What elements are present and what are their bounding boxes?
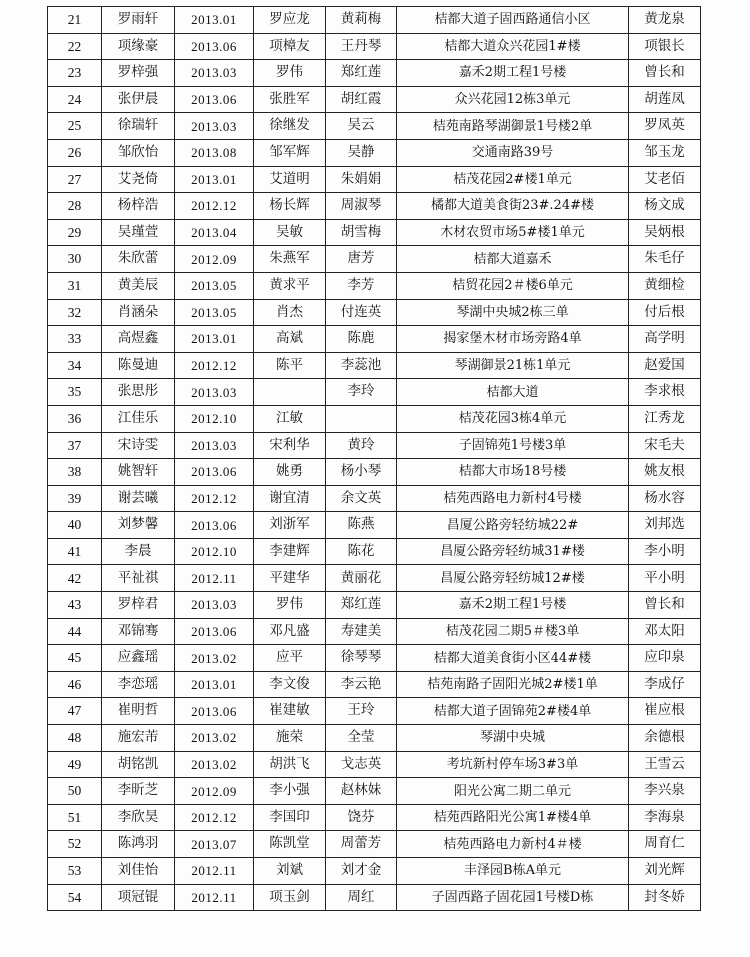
table-row xyxy=(48,299,701,326)
cell-father-name: 陈平 xyxy=(254,352,326,379)
cell-contact-name: 邓太阳 xyxy=(629,618,701,645)
cell-address: 桔都大道众兴花园1#楼 xyxy=(397,33,629,60)
cell-mother-name: 余文英 xyxy=(326,485,397,512)
cell-child-name: 宋诗雯 xyxy=(102,432,175,459)
cell-father-name: 张胜军 xyxy=(254,86,326,113)
cell-contact-name: 李海泉 xyxy=(629,804,701,831)
cell-mother-name: 胡红霞 xyxy=(326,86,397,113)
cell-number: 26 xyxy=(48,139,102,166)
cell-mother-name: 李云艳 xyxy=(326,671,397,698)
cell-number: 38 xyxy=(48,459,102,486)
cell-birth-date: 2012.12 xyxy=(175,352,254,379)
cell-number: 47 xyxy=(48,698,102,725)
cell-child-name: 张伊晨 xyxy=(102,86,175,113)
cell-address: 琴湖中央城 xyxy=(397,725,629,752)
cell-father-name: 胡洪飞 xyxy=(254,751,326,778)
cell-contact-name: 李兴泉 xyxy=(629,778,701,805)
cell-contact-name: 王雪云 xyxy=(629,751,701,778)
cell-birth-date: 2012.12 xyxy=(175,804,254,831)
cell-father-name: 艾道明 xyxy=(254,166,326,193)
cell-father-name: 崔建敏 xyxy=(254,698,326,725)
cell-mother-name: 郑红莲 xyxy=(326,592,397,619)
cell-child-name: 谢芸曦 xyxy=(102,485,175,512)
cell-number: 31 xyxy=(48,272,102,299)
cell-father-name xyxy=(254,379,326,406)
cell-father-name: 黄求平 xyxy=(254,272,326,299)
cell-birth-date: 2013.05 xyxy=(175,272,254,299)
cell-number: 35 xyxy=(48,379,102,406)
cell-contact-name: 姚友根 xyxy=(629,459,701,486)
cell-contact-name: 杨文成 xyxy=(629,193,701,220)
cell-mother-name: 王玲 xyxy=(326,698,397,725)
cell-address: 子固锦苑1号楼3单 xyxy=(397,432,629,459)
cell-birth-date: 2012.10 xyxy=(175,538,254,565)
cell-address: 交通南路39号 xyxy=(397,139,629,166)
cell-contact-name: 赵爱国 xyxy=(629,352,701,379)
cell-child-name: 项缘豪 xyxy=(102,33,175,60)
table-row xyxy=(48,592,701,619)
cell-address: 揭家堡木材市场旁路4单 xyxy=(397,326,629,353)
cell-contact-name: 江秀龙 xyxy=(629,405,701,432)
cell-father-name: 宋利华 xyxy=(254,432,326,459)
cell-father-name: 高斌 xyxy=(254,326,326,353)
cell-contact-name: 高学明 xyxy=(629,326,701,353)
cell-mother-name: 黄丽花 xyxy=(326,565,397,592)
cell-address: 丰泽园B栋A单元 xyxy=(397,858,629,885)
cell-number: 39 xyxy=(48,485,102,512)
cell-address: 桔贸花园2＃楼6单元 xyxy=(397,272,629,299)
cell-number: 51 xyxy=(48,804,102,831)
cell-number: 42 xyxy=(48,565,102,592)
table-row xyxy=(48,193,701,220)
cell-mother-name: 全莹 xyxy=(326,725,397,752)
cell-number: 21 xyxy=(48,7,102,34)
cell-mother-name: 郑红莲 xyxy=(326,60,397,87)
cell-father-name: 平建华 xyxy=(254,565,326,592)
table-row xyxy=(48,139,701,166)
cell-number: 54 xyxy=(48,884,102,911)
cell-address: 橘都大道美食街23#.24#楼 xyxy=(397,193,629,220)
table-row xyxy=(48,831,701,858)
table-row xyxy=(48,405,701,432)
cell-child-name: 陈鸿羽 xyxy=(102,831,175,858)
table-row xyxy=(48,33,701,60)
cell-father-name: 江敏 xyxy=(254,405,326,432)
cell-birth-date: 2013.06 xyxy=(175,618,254,645)
cell-mother-name: 付连英 xyxy=(326,299,397,326)
roster-body xyxy=(48,7,701,911)
table-row xyxy=(48,326,701,353)
cell-number: 29 xyxy=(48,219,102,246)
table-row xyxy=(48,538,701,565)
table-row xyxy=(48,725,701,752)
cell-address: 阳光公寓二期二单元 xyxy=(397,778,629,805)
cell-mother-name: 寿建美 xyxy=(326,618,397,645)
cell-birth-date: 2013.07 xyxy=(175,831,254,858)
cell-birth-date: 2013.08 xyxy=(175,139,254,166)
cell-address: 桔苑南路琴湖御景1号楼2单 xyxy=(397,113,629,140)
cell-birth-date: 2013.01 xyxy=(175,326,254,353)
cell-number: 37 xyxy=(48,432,102,459)
cell-birth-date: 2012.12 xyxy=(175,193,254,220)
cell-child-name: 江佳乐 xyxy=(102,405,175,432)
cell-address: 嘉禾2期工程1号楼 xyxy=(397,592,629,619)
table-row xyxy=(48,884,701,911)
table-row xyxy=(48,60,701,87)
cell-birth-date: 2013.06 xyxy=(175,512,254,539)
cell-number: 30 xyxy=(48,246,102,273)
cell-birth-date: 2013.02 xyxy=(175,751,254,778)
cell-contact-name: 付后根 xyxy=(629,299,701,326)
cell-birth-date: 2013.03 xyxy=(175,432,254,459)
cell-father-name: 施荣 xyxy=(254,725,326,752)
cell-number: 45 xyxy=(48,645,102,672)
cell-address: 桔茂花园二期5＃楼3单 xyxy=(397,618,629,645)
cell-address: 木材农贸市场5#楼1单元 xyxy=(397,219,629,246)
cell-father-name: 刘斌 xyxy=(254,858,326,885)
cell-number: 40 xyxy=(48,512,102,539)
cell-number: 33 xyxy=(48,326,102,353)
cell-address: 考坑新村停车场3#3单 xyxy=(397,751,629,778)
cell-contact-name: 曾长和 xyxy=(629,60,701,87)
cell-child-name: 肖涵朵 xyxy=(102,299,175,326)
table-row xyxy=(48,86,701,113)
cell-birth-date: 2012.11 xyxy=(175,565,254,592)
table-row xyxy=(48,379,701,406)
cell-mother-name: 陈花 xyxy=(326,538,397,565)
cell-number: 28 xyxy=(48,193,102,220)
cell-father-name: 李建辉 xyxy=(254,538,326,565)
cell-child-name: 罗梓强 xyxy=(102,60,175,87)
cell-address: 桔都大道子固西路通信小区 xyxy=(397,7,629,34)
cell-number: 46 xyxy=(48,671,102,698)
cell-mother-name: 徐琴琴 xyxy=(326,645,397,672)
cell-address: 桔都大道 xyxy=(397,379,629,406)
cell-contact-name: 杨水容 xyxy=(629,485,701,512)
cell-contact-name: 项银长 xyxy=(629,33,701,60)
cell-father-name: 项樟友 xyxy=(254,33,326,60)
table-row xyxy=(48,459,701,486)
cell-mother-name: 黄莉梅 xyxy=(326,7,397,34)
cell-birth-date: 2013.01 xyxy=(175,7,254,34)
cell-father-name: 应平 xyxy=(254,645,326,672)
table-row xyxy=(48,512,701,539)
cell-contact-name: 李小明 xyxy=(629,538,701,565)
cell-birth-date: 2012.11 xyxy=(175,884,254,911)
table-row xyxy=(48,352,701,379)
cell-child-name: 平祉祺 xyxy=(102,565,175,592)
cell-child-name: 陈曼迪 xyxy=(102,352,175,379)
cell-birth-date: 2013.06 xyxy=(175,459,254,486)
cell-address: 桔茂花园2#楼1单元 xyxy=(397,166,629,193)
cell-birth-date: 2013.06 xyxy=(175,698,254,725)
cell-child-name: 李昕芝 xyxy=(102,778,175,805)
cell-birth-date: 2012.09 xyxy=(175,246,254,273)
cell-contact-name: 邹玉龙 xyxy=(629,139,701,166)
table-row xyxy=(48,751,701,778)
cell-mother-name: 戈志英 xyxy=(326,751,397,778)
cell-father-name: 项玉剑 xyxy=(254,884,326,911)
cell-mother-name: 吴静 xyxy=(326,139,397,166)
cell-mother-name: 赵林妹 xyxy=(326,778,397,805)
cell-mother-name: 饶芬 xyxy=(326,804,397,831)
cell-mother-name: 周蕾芳 xyxy=(326,831,397,858)
cell-birth-date: 2013.03 xyxy=(175,113,254,140)
cell-address: 桔苑西路电力新村4号楼 xyxy=(397,485,629,512)
cell-birth-date: 2013.06 xyxy=(175,86,254,113)
cell-address: 琴湖御景21栋1单元 xyxy=(397,352,629,379)
cell-address: 桔都大道嘉禾 xyxy=(397,246,629,273)
cell-father-name: 杨长辉 xyxy=(254,193,326,220)
cell-mother-name: 李玲 xyxy=(326,379,397,406)
cell-child-name: 项冠锟 xyxy=(102,884,175,911)
cell-number: 44 xyxy=(48,618,102,645)
cell-number: 52 xyxy=(48,831,102,858)
cell-birth-date: 2013.01 xyxy=(175,166,254,193)
table-row xyxy=(48,565,701,592)
cell-child-name: 艾尧倚 xyxy=(102,166,175,193)
cell-number: 34 xyxy=(48,352,102,379)
table-row xyxy=(48,671,701,698)
cell-mother-name: 刘才金 xyxy=(326,858,397,885)
cell-mother-name: 黄玲 xyxy=(326,432,397,459)
table-row xyxy=(48,618,701,645)
table-row xyxy=(48,858,701,885)
cell-child-name: 张思彤 xyxy=(102,379,175,406)
cell-contact-name: 刘光辉 xyxy=(629,858,701,885)
cell-father-name: 罗应龙 xyxy=(254,7,326,34)
cell-contact-name: 李求根 xyxy=(629,379,701,406)
cell-child-name: 吴瑾萱 xyxy=(102,219,175,246)
cell-child-name: 李恋瑶 xyxy=(102,671,175,698)
cell-mother-name: 朱娟娟 xyxy=(326,166,397,193)
cell-father-name: 陈凯堂 xyxy=(254,831,326,858)
cell-contact-name: 黄细检 xyxy=(629,272,701,299)
cell-contact-name: 应印泉 xyxy=(629,645,701,672)
cell-number: 23 xyxy=(48,60,102,87)
cell-address: 众兴花园12栋3单元 xyxy=(397,86,629,113)
cell-address: 桔都大道子固锦苑2#楼4单 xyxy=(397,698,629,725)
cell-father-name: 李小强 xyxy=(254,778,326,805)
table-row xyxy=(48,272,701,299)
cell-address: 桔苑西路阳光公寓1#楼4单 xyxy=(397,804,629,831)
cell-address: 桔苑西路电力新村4＃楼 xyxy=(397,831,629,858)
cell-child-name: 胡铭凯 xyxy=(102,751,175,778)
cell-address: 桔苑南路子固阳光城2#楼1单 xyxy=(397,671,629,698)
cell-address: 昌厦公路旁轻纺城12#楼 xyxy=(397,565,629,592)
cell-contact-name: 吴炳根 xyxy=(629,219,701,246)
cell-address: 琴湖中央城2栋三单 xyxy=(397,299,629,326)
cell-mother-name: 杨小琴 xyxy=(326,459,397,486)
cell-child-name: 黄美辰 xyxy=(102,272,175,299)
cell-address: 子固西路子固花园1号楼D栋 xyxy=(397,884,629,911)
cell-number: 36 xyxy=(48,405,102,432)
cell-birth-date: 2013.04 xyxy=(175,219,254,246)
table-row xyxy=(48,485,701,512)
cell-contact-name: 李成仔 xyxy=(629,671,701,698)
cell-father-name: 罗伟 xyxy=(254,60,326,87)
table-row xyxy=(48,778,701,805)
cell-contact-name: 朱毛仔 xyxy=(629,246,701,273)
cell-contact-name: 宋毛夫 xyxy=(629,432,701,459)
roster-table xyxy=(47,6,701,911)
cell-child-name: 邹欣怡 xyxy=(102,139,175,166)
cell-birth-date: 2013.03 xyxy=(175,592,254,619)
cell-birth-date: 2012.11 xyxy=(175,858,254,885)
cell-number: 41 xyxy=(48,538,102,565)
cell-address: 桔都大市场18号楼 xyxy=(397,459,629,486)
cell-child-name: 刘梦馨 xyxy=(102,512,175,539)
cell-mother-name: 吴云 xyxy=(326,113,397,140)
cell-father-name: 肖杰 xyxy=(254,299,326,326)
cell-child-name: 邓锦骞 xyxy=(102,618,175,645)
cell-birth-date: 2013.02 xyxy=(175,645,254,672)
table-row xyxy=(48,166,701,193)
cell-contact-name: 曾长和 xyxy=(629,592,701,619)
cell-number: 48 xyxy=(48,725,102,752)
cell-child-name: 高煜鑫 xyxy=(102,326,175,353)
cell-child-name: 徐瑞轩 xyxy=(102,113,175,140)
cell-child-name: 罗梓君 xyxy=(102,592,175,619)
cell-father-name: 罗伟 xyxy=(254,592,326,619)
cell-father-name: 刘浙军 xyxy=(254,512,326,539)
cell-number: 22 xyxy=(48,33,102,60)
cell-child-name: 朱欣蕾 xyxy=(102,246,175,273)
cell-mother-name: 李蕊池 xyxy=(326,352,397,379)
cell-birth-date: 2013.01 xyxy=(175,671,254,698)
cell-number: 53 xyxy=(48,858,102,885)
cell-address: 昌厦公路旁轻纺城22# xyxy=(397,512,629,539)
cell-father-name: 邹军辉 xyxy=(254,139,326,166)
cell-birth-date: 2013.03 xyxy=(175,379,254,406)
cell-address: 桔都大道美食街小区44#楼 xyxy=(397,645,629,672)
cell-number: 25 xyxy=(48,113,102,140)
cell-birth-date: 2013.05 xyxy=(175,299,254,326)
cell-child-name: 李晨 xyxy=(102,538,175,565)
cell-birth-date: 2013.03 xyxy=(175,60,254,87)
cell-father-name: 李国印 xyxy=(254,804,326,831)
cell-birth-date: 2012.09 xyxy=(175,778,254,805)
cell-number: 32 xyxy=(48,299,102,326)
cell-father-name: 姚勇 xyxy=(254,459,326,486)
cell-number: 24 xyxy=(48,86,102,113)
cell-mother-name: 陈燕 xyxy=(326,512,397,539)
table-row xyxy=(48,698,701,725)
cell-number: 50 xyxy=(48,778,102,805)
cell-child-name: 李欣昊 xyxy=(102,804,175,831)
cell-contact-name: 胡莲凤 xyxy=(629,86,701,113)
cell-father-name: 李文俊 xyxy=(254,671,326,698)
cell-child-name: 刘佳怡 xyxy=(102,858,175,885)
cell-child-name: 杨梓浩 xyxy=(102,193,175,220)
table-row xyxy=(48,804,701,831)
cell-father-name: 徐继发 xyxy=(254,113,326,140)
cell-number: 27 xyxy=(48,166,102,193)
cell-address: 桔茂花园3栋4单元 xyxy=(397,405,629,432)
cell-contact-name: 余德根 xyxy=(629,725,701,752)
cell-mother-name: 王丹琴 xyxy=(326,33,397,60)
table-row xyxy=(48,7,701,34)
cell-child-name: 应鑫瑶 xyxy=(102,645,175,672)
cell-address: 昌厦公路旁轻纺城31#楼 xyxy=(397,538,629,565)
cell-contact-name: 周育仁 xyxy=(629,831,701,858)
cell-mother-name: 陈鹿 xyxy=(326,326,397,353)
cell-contact-name: 罗凤英 xyxy=(629,113,701,140)
cell-father-name: 朱燕军 xyxy=(254,246,326,273)
table-row xyxy=(48,645,701,672)
cell-birth-date: 2013.02 xyxy=(175,725,254,752)
cell-birth-date: 2012.10 xyxy=(175,405,254,432)
cell-contact-name: 刘邦选 xyxy=(629,512,701,539)
cell-birth-date: 2012.12 xyxy=(175,485,254,512)
cell-mother-name: 周淑琴 xyxy=(326,193,397,220)
cell-child-name: 姚智轩 xyxy=(102,459,175,486)
cell-child-name: 崔明哲 xyxy=(102,698,175,725)
cell-mother-name: 周红 xyxy=(326,884,397,911)
cell-mother-name: 胡雪梅 xyxy=(326,219,397,246)
table-row xyxy=(48,246,701,273)
cell-birth-date: 2013.06 xyxy=(175,33,254,60)
table-row xyxy=(48,219,701,246)
cell-child-name: 施宏芾 xyxy=(102,725,175,752)
cell-contact-name: 封冬娇 xyxy=(629,884,701,911)
table-row xyxy=(48,113,701,140)
cell-address: 嘉禾2期工程1号楼 xyxy=(397,60,629,87)
cell-child-name: 罗雨轩 xyxy=(102,7,175,34)
cell-contact-name: 崔应根 xyxy=(629,698,701,725)
cell-father-name: 邓凡盛 xyxy=(254,618,326,645)
cell-contact-name: 艾老佰 xyxy=(629,166,701,193)
cell-contact-name: 平小明 xyxy=(629,565,701,592)
cell-mother-name: 李芳 xyxy=(326,272,397,299)
table-row xyxy=(48,432,701,459)
cell-father-name: 谢宜清 xyxy=(254,485,326,512)
cell-mother-name: 唐芳 xyxy=(326,246,397,273)
cell-father-name: 吴敏 xyxy=(254,219,326,246)
cell-number: 43 xyxy=(48,592,102,619)
cell-mother-name xyxy=(326,405,397,432)
cell-contact-name: 黄龙泉 xyxy=(629,7,701,34)
cell-number: 49 xyxy=(48,751,102,778)
